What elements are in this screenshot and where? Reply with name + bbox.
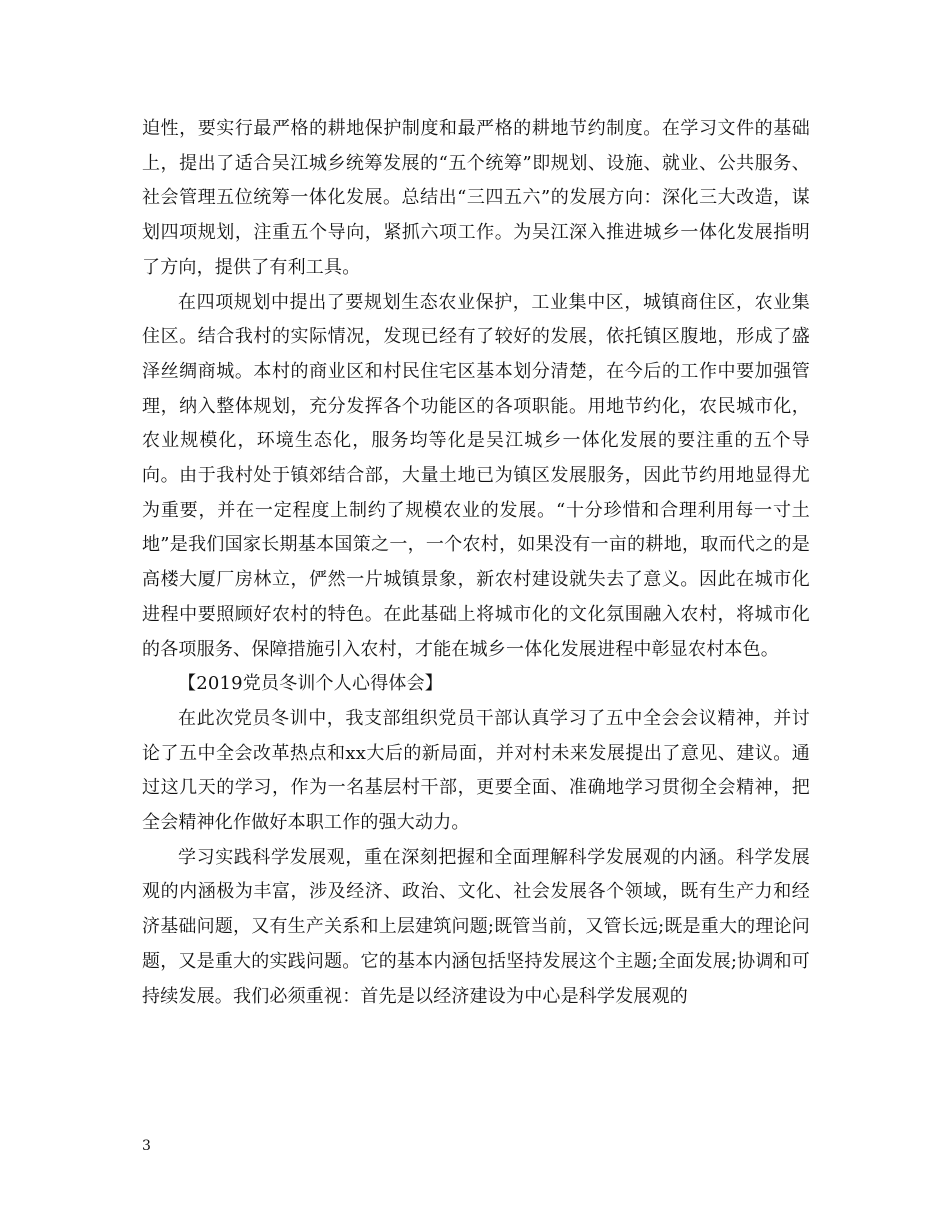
section-heading: 【2019党员冬训个人心得体会】 — [178, 673, 444, 695]
document-body — [142, 112, 810, 1014]
paragraph-1: 迫性，要实行最严格的耕地保护制度和最严格的耕地节约制度。在学习文件的基础上，提出了适合吴江城乡统筹发展的“五个统筹”即规划、设施、就业、公共服务、社会管理五位统筹一体化发展。总结出“三四五六”的发展方向：深化三大改造，谋划四项规划，注重五个导向，紧抓六项工作。为吴江深入推进城乡一体化发展指明了方向，提供了有利工具。 — [142, 118, 810, 278]
paragraph-4: 学习实践科学发展观，重在深刻把握和全面理解科学发展观的内涵。科学发展观的内涵极为丰富，涉及经济、政治、文化、社会发展各个领域，既有生产力和经济基础问题，又有生产关系和上层建筑问题;既管当前，又管长远;既是重大的理论问题，又是重大的实践问题。它的基本内涵包括坚持发展这个主题;全面发展;协调和可持续发展。我们必须重视：首先是以经济建设为中心是科学发展观的 — [142, 846, 810, 1007]
paragraph-2: 在四项规划中提出了要规划生态农业保护，工业集中区，城镇商住区，农业集住区。结合我村的实际情况，发现已经有了较好的发展，依托镇区腹地，形成了盛泽丝绸商城。本村的商业区和村民住宅区基本划分清楚，在今后的工作中要加强管理，纳入整体规划，充分发挥各个功能区的各项职能。用地节约化，农民城市化，农业规模化，环境生态化，服务均等化是吴江城乡一体化发展的要注重的五个导向。由于我村处于镇郊结合部，大量土地已为镇区发展服务，因此节约用地显得尤为重要，并在一定程度上制约了规模农业的发展。“十分珍惜和合理利用每一寸土地”是我们国家长期基本国策之一，一个农村，如果没有一亩的耕地，取而代之的是高楼大厦厂房林立，俨然一片城镇景象，新农村建设就失去了意义。因此在城市化进程中要照顾好农村的特色。在此基础上将城市化的文化氛围融入农村，将城市化的各项服务、保障措施引入农村，才能在城乡一体化发展进程中彰显农村本色。 — [142, 291, 810, 660]
paragraph-3: 在此次党员冬训中，我支部组织党员干部认真学习了五中全会会议精神，并讨论了五中全会改革热点和xx大后的新局面，并对村未来发展提出了意见、建议。通过这几天的学习，作为一名基层村干部，更要全面、准确地学习贯彻全会精神，把全会精神化作做好本职工作的强大动力。 — [142, 707, 810, 834]
page-number: 3 — [142, 1138, 151, 1154]
